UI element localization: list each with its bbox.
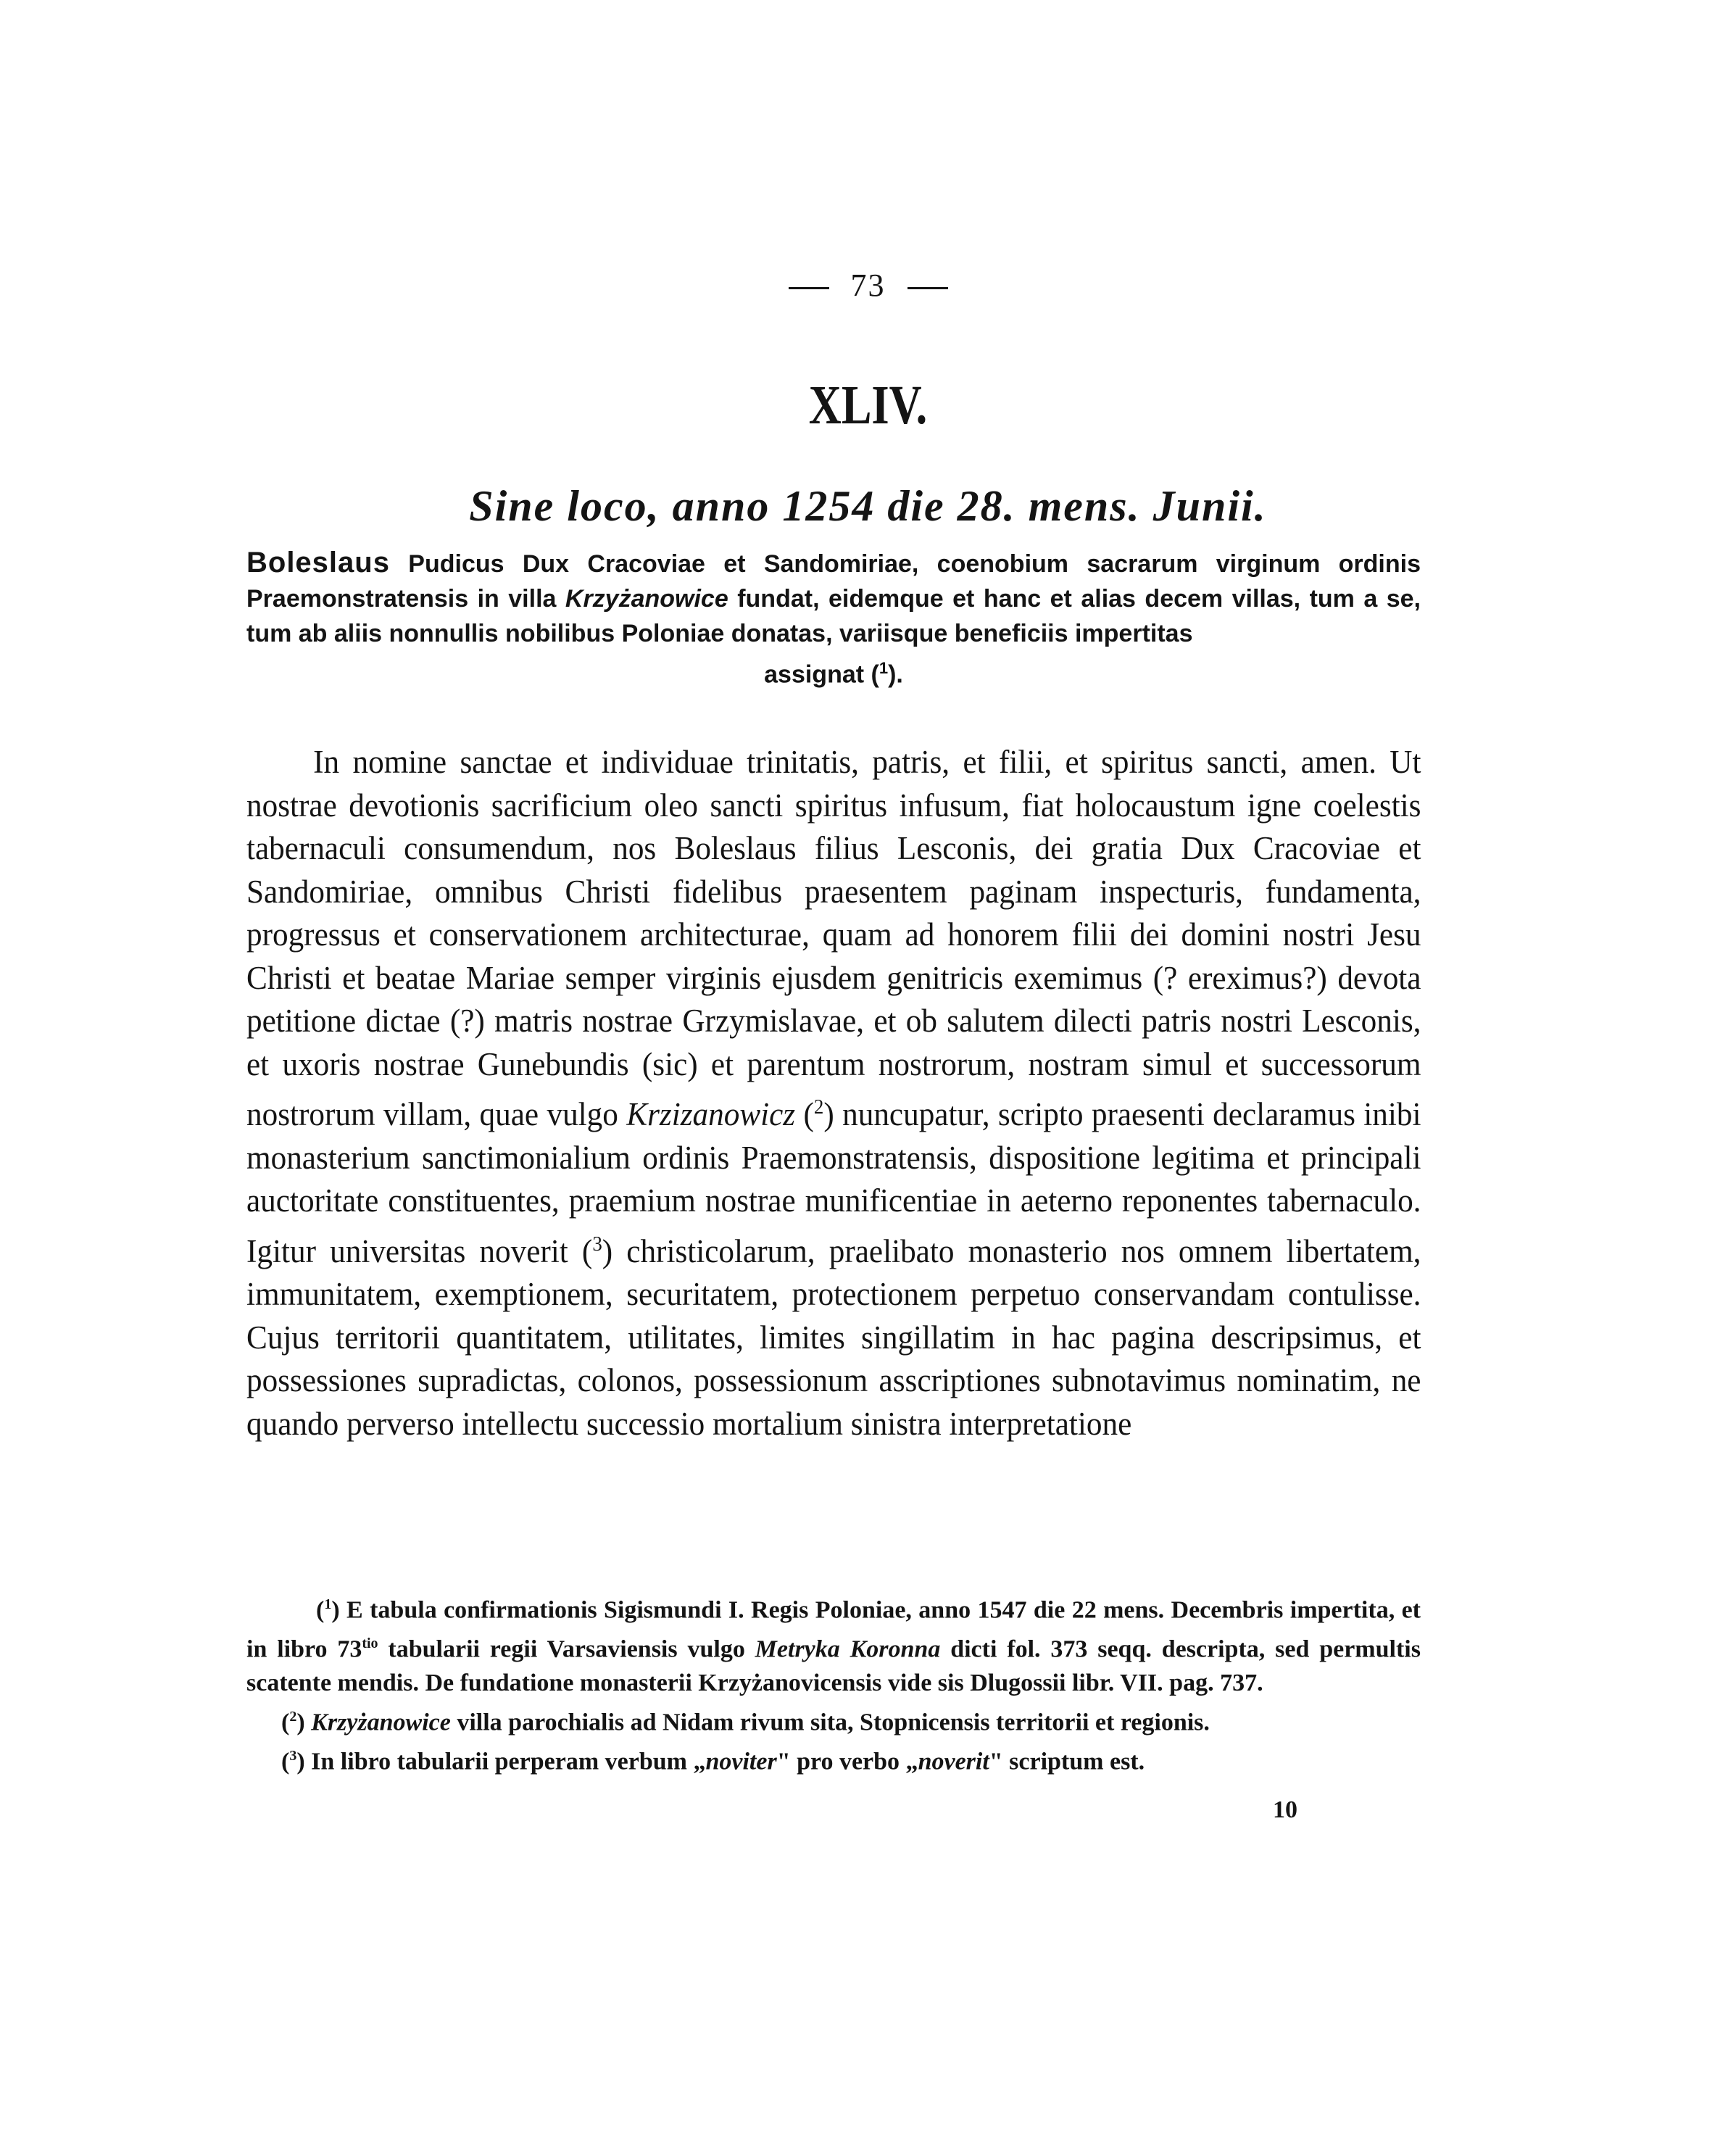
- summary-place: Krzyżanowice: [565, 585, 728, 613]
- body-part2: nuncupatur, scripto praesenti declaramus inibi monasterium sanctimonialium ordinis Praemonstratensis, dispositione legitima et principali auctoritate constituentes, praemium nostrae munificentiae in aeterno reponentes tabernaculo. Igitur universitas noverit (: [246, 1096, 1421, 1269]
- summary-note-ref: 1: [879, 659, 889, 677]
- fn3-word1: noviter: [705, 1748, 777, 1775]
- footnote-1: [246, 1588, 1421, 1700]
- body-ref2-close: ): [823, 1096, 834, 1132]
- fn1-text-a: E tabula confirmationis Sigismundi I. Regis Poloniae, anno 1547 die 22 mens. Decembris impertita, et in libro 73: [246, 1596, 1421, 1663]
- footnotes: [246, 1588, 1421, 1778]
- body-village: Krzizanowicz: [626, 1096, 796, 1132]
- document-number: XLIV.: [808, 375, 928, 436]
- summary-part1: Pudicus Dux Cracoviae et Sandomiriae, coenobium sacrarum virginum ordinis Praemonstratensis in villa: [246, 550, 1421, 613]
- fn3-mark: 3: [289, 1747, 297, 1764]
- fn3-open: (: [281, 1748, 290, 1775]
- page-number: [0, 267, 1736, 304]
- fn2-place: Krzyżanowice: [311, 1708, 451, 1736]
- fn2-mark: 2: [289, 1708, 297, 1725]
- fn3-text-a: In libro tabularii perperam verbum „: [311, 1748, 706, 1775]
- fn1-title: Metryka Koronna: [755, 1635, 941, 1663]
- body-ref2-open: (: [795, 1096, 814, 1132]
- summary-tail: [246, 651, 1421, 692]
- footnote-3: [246, 1739, 1421, 1778]
- footnote-2: [246, 1700, 1421, 1739]
- summary-part2: fundat, eidemque et hanc et alias decem villas, tum a se, tum ab aliis nonnullis nobilibus Poloniae donatas, variisque beneficiis impertitas: [246, 585, 1421, 647]
- body-ref3: 3: [592, 1232, 602, 1256]
- fn1-text-b: tabularii regii Varsaviensis vulgo: [378, 1635, 755, 1663]
- right-dash: [908, 287, 948, 289]
- fn2-close: ): [296, 1708, 312, 1736]
- fn3-text-c: " scriptum est.: [989, 1748, 1145, 1775]
- body-part3: ) christicolarum, praelibato monasterio nos omnem libertatem, immunitatem, exemptionem, securitatem, protectionem perpetuo conservandam contulisse. Cujus territorii quantitatem, utilitates, limites singillatim in hac pagina descripsimus, et possessiones supradictas, colonos, possessionum asscriptiones subnotavimus nominatim, ne quando perverso intellectu successio mortalium sinistra interpretatione: [246, 1232, 1421, 1442]
- page-number-value: 73: [850, 268, 886, 303]
- fn1-mark: 1: [324, 1596, 332, 1612]
- summary-lead: Boleslaus: [246, 547, 390, 579]
- charter-text: [246, 741, 1421, 1446]
- document-summary: [246, 545, 1421, 692]
- fn1-open: (: [316, 1596, 325, 1624]
- place-date-heading: Sine loco, anno 1254 die 28. mens. Junii.: [469, 482, 1267, 530]
- fn3-close: ): [296, 1748, 312, 1775]
- summary-tail-end: ).: [888, 660, 903, 689]
- summary-tail-text: assignat (: [764, 660, 879, 689]
- signature-mark: 10: [1273, 1796, 1297, 1823]
- fn2-open: (: [281, 1708, 290, 1736]
- fn1-sup: tio: [362, 1635, 378, 1652]
- fn3-word2: noverit: [918, 1748, 989, 1775]
- fn1-close: ): [331, 1596, 347, 1624]
- body-ref2: 2: [813, 1096, 824, 1119]
- fn2-text: villa parochialis ad Nidam rivum sita, Stopnicensis territorii et regionis.: [450, 1708, 1210, 1736]
- fn1-text-c: dicti fol. 373 seqq. descripta, sed permultis scatente mendis. De fundatione monasterii Krzyżanovicensis vide sis Dlugossii libr. VII. pag. 737.: [246, 1635, 1421, 1696]
- left-dash: [789, 287, 829, 289]
- fn3-text-b: " pro verbo „: [776, 1748, 918, 1775]
- body-part1: In nomine sanctae et individuae trinitatis, patris, et filii, et spiritus sancti, amen. Ut nostrae devotionis sacrificium oleo sancti spiritus infusum, fiat holocaustum igne coelestis tabernaculi consumendum, nos Boleslaus filius Lesconis, dei gratia Dux Cracoviae et Sandomiriae, omnibus Christi fidelibus praesentem paginam inspecturis, fundamenta, progressus et conservationem architecturae, quam ad honorem filii dei domini nostri Jesu Christi et beatae Mariae semper virginis ejusdem genitricis exemimus (? ereximus?) devota petitione dictae (?) matris nostrae Grzymislavae, et ob salutem dilecti patris nostri Lesconis, et uxoris nostrae Gunebundis (sic) et parentum nostrorum, nostram simul et successorum nostrorum villam, quae vulgo: [246, 744, 1421, 1132]
